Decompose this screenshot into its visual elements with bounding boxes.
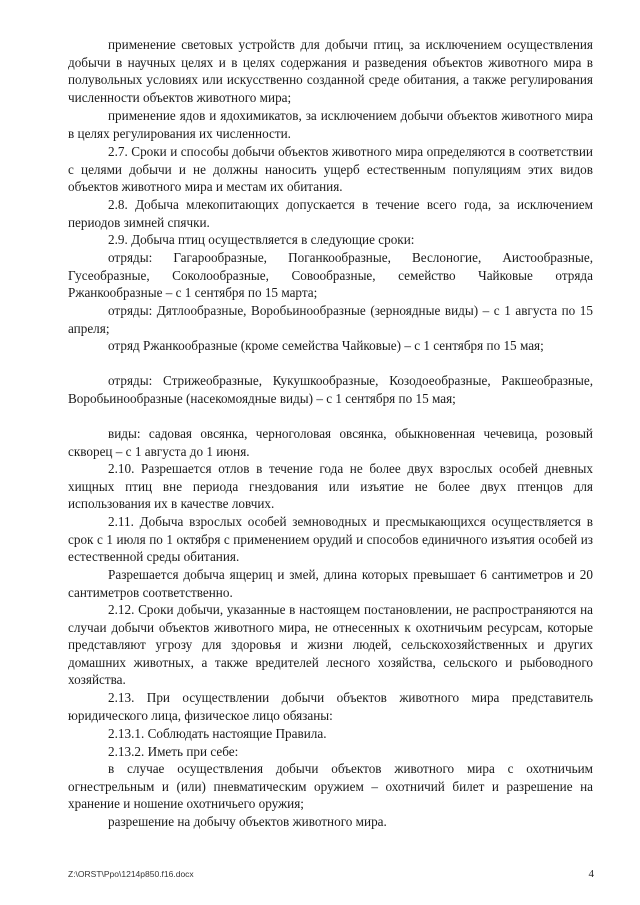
paragraph-2-10: 2.10. Разрешается отлов в течение года не более двух взрослых особей дневных хищных птиц вне периода гнездования или изъятие не более двух птенцов для использования их в качестве ловчих.	[68, 461, 593, 512]
paragraph-2-13-1: 2.13.1. Соблюдать настоящие Правила.	[108, 726, 327, 741]
footer-file-path: Z:\ORST\Ppo\1214p850.f16.docx	[68, 869, 194, 879]
paragraph-2-8: 2.8. Добыча млекопитающих допускается в течение всего года, за исключением периодов зимней спячки.	[68, 197, 593, 230]
paragraph-light-devices: применение световых устройств для добычи птиц, за исключением осуществления добычи в научных целях и в целях содержания и разведения объектов животного мира в полувольных условиях или искусственно созданной среде обитания, а также регулирования численности объектов животного мира;	[68, 37, 593, 105]
paragraph-orders-1: отряды: Гагарообразные, Поганкообразные, Веслоногие, Аистообразные, Гусеобразные, Соколообразные, Совообразные, семейство Чайковые отряда Ржанкообразные – с 1 сентября по 15 марта;	[68, 250, 593, 301]
paragraph-2-11: 2.11. Добыча взрослых особей земноводных и пресмыкающихся осуществляется в срок с 1 июля по 1 октября с применением орудий и способов единичного изъятия особей из естественной среды обитания.	[68, 514, 593, 565]
paragraph-2-13-2: 2.13.2. Иметь при себе:	[108, 744, 239, 759]
paragraph-poisons: применение ядов и ядохимикатов, за исключением добычи объектов животного мира в целях регулирования их численности.	[68, 108, 593, 141]
paragraph-2-13: 2.13. При осуществлении добычи объектов животного мира представитель юридического лица, физическое лицо обязаны:	[68, 690, 593, 723]
paragraph-lizards-snakes: Разрешается добыча ящериц и змей, длина которых превышает 6 сантиметров и 20 сантиметров соответственно.	[68, 567, 593, 600]
paragraph-2-12: 2.12. Сроки добычи, указанные в настоящем постановлении, не распространяются на случаи добычи объектов животного мира, не отнесенных к охотничьим ресурсам, которые представляют угрозу для здоровья и жизни людей, сельскохозяйственных и других домашних животных, а также вредителей лесного хозяйства, сельского и рыбоводного хозяйства.	[68, 602, 593, 688]
paragraph-hunting-ticket: в случае осуществления добычи объектов животного мира с охотничьим огнестрельным и (или) пневматическим оружием – охотничий билет и разрешение на хранение и ношение охотничьего оружия;	[68, 761, 593, 812]
paragraph-species: виды: садовая овсянка, черноголовая овсянка, обыкновенная чечевица, розовый скворец – с 1 августа до 1 июня.	[68, 426, 593, 459]
paragraph-permit: разрешение на добычу объектов животного мира.	[108, 814, 387, 829]
paragraph-order-3: отряд Ржанкообразные (кроме семейства Чайковые) – с 1 сентября по 15 мая;	[108, 338, 544, 353]
paragraph-orders-4: отряды: Стрижеобразные, Кукушкообразные, Козодоеобразные, Ракшеобразные, Воробьинообразные (насекомоядные виды) – с 1 сентября по 15 мая;	[68, 373, 593, 406]
paragraph-2-7: 2.7. Сроки и способы добычи объектов животного мира определяются в соответствии с целями добычи и не должны наносить ущерб естественным популяциям этих видов объектов животного мира и местам их обитания.	[68, 144, 593, 195]
paragraph-2-9: 2.9. Добыча птиц осуществляется в следующие сроки:	[108, 232, 415, 247]
page-number: 4	[588, 868, 594, 880]
paragraph-orders-2: отряды: Дятлообразные, Воробьинообразные (зерноядные виды) – с 1 августа по 15 апреля;	[68, 303, 593, 336]
